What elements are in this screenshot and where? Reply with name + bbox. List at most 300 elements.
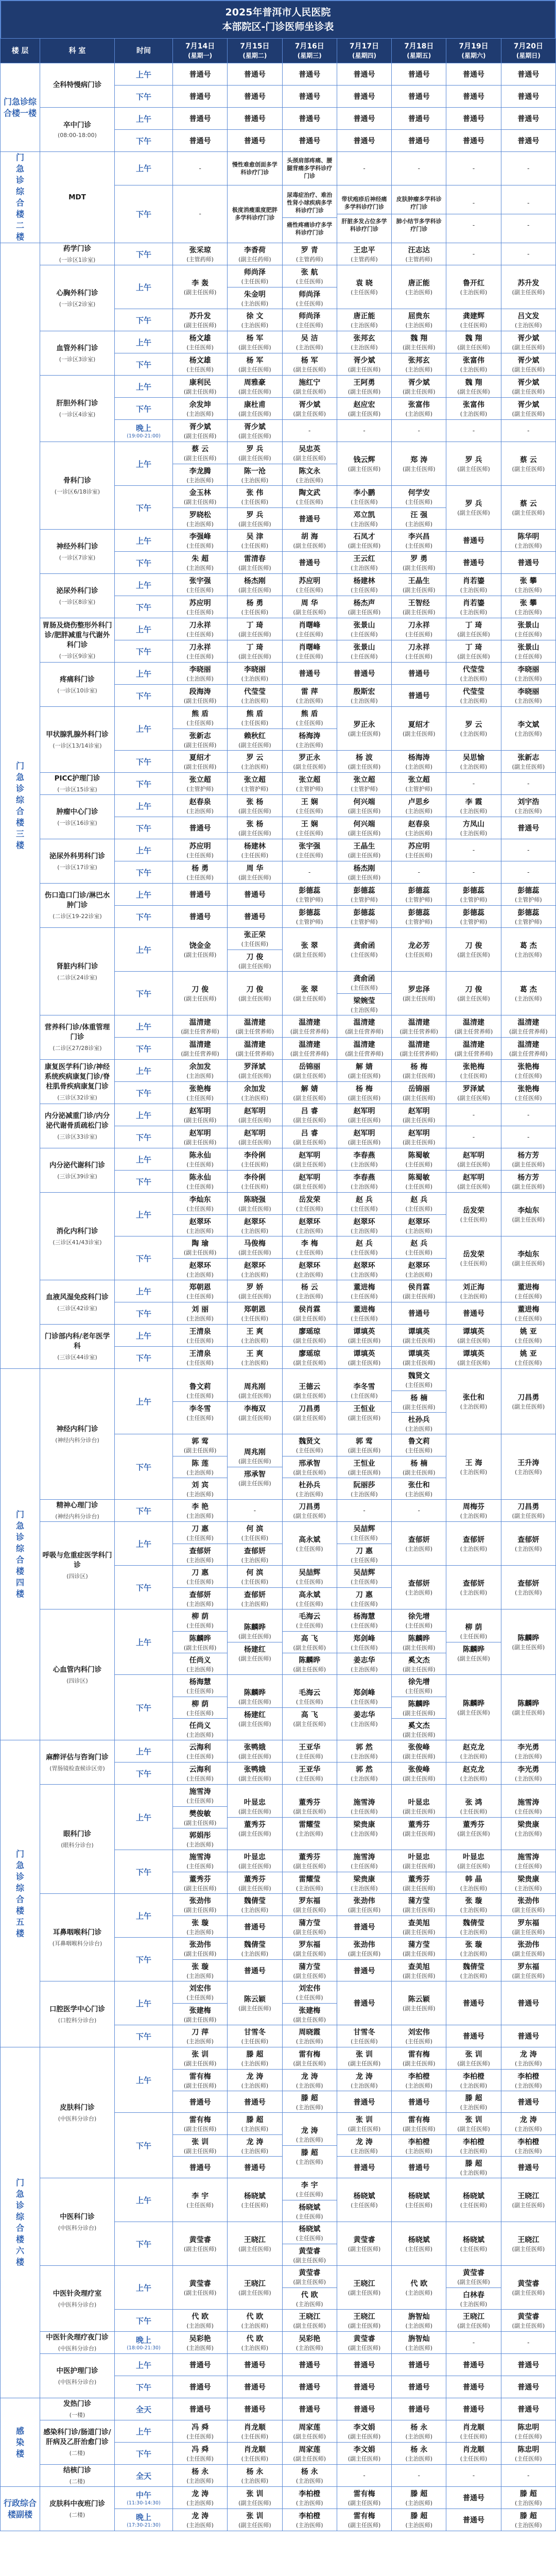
doctor-title: ( 主治医师 ): [515, 674, 542, 683]
cell-stack: [392, 596, 446, 618]
schedule-cell: [501, 1104, 555, 1126]
doctor-entry: [283, 1347, 337, 1368]
doctor-entry: [283, 982, 337, 1004]
period-label: 下午: [135, 1177, 151, 1187]
schedule-cell: [228, 574, 282, 596]
doctor-title: ( 主任医师 ): [405, 1182, 432, 1191]
doctor-name: 王恒业: [353, 1459, 375, 1468]
doctor-name: 夏绍才: [408, 721, 430, 729]
doctor-title: ( 副主任医师 ): [238, 1698, 271, 1706]
doctor-name: 温清建: [299, 1019, 321, 1027]
doctor-name: 白林春: [463, 2291, 485, 2299]
doctor-title: ( 主任医师 ): [186, 1687, 214, 1695]
mdt-clinic-name: 尿毒症治疗、难治性肾小球疾病多学科诊疗门诊: [287, 192, 333, 214]
doctor-entry: [337, 1302, 391, 1324]
period-label: 上午: [135, 1637, 151, 1647]
doctor-title: ( 副主任医师 ): [184, 454, 217, 462]
doctor-entry: [392, 1456, 446, 1478]
doctor-entry: [446, 331, 500, 353]
department-room: (眼科分诊台): [61, 1841, 94, 1849]
doctor-title: ( 副主任医师 ): [293, 454, 326, 462]
doctor-title: ( 主任医师 ): [351, 984, 378, 992]
doctor-title: ( 主治医师 ): [460, 1752, 488, 1760]
header-date: 7月15日: [240, 42, 270, 50]
regular-registration: [337, 2398, 391, 2420]
schedule-cell: [446, 884, 501, 906]
doctor-title: ( 主治医师 ): [186, 520, 214, 528]
doctor-name: 赵军明: [408, 1107, 430, 1115]
schedule-cell: [446, 2398, 501, 2420]
schedule-cell: [392, 1280, 446, 1302]
no-clinic-mark: -: [472, 2472, 475, 2479]
schedule-cell: [337, 442, 391, 486]
doctor-name: 张 训: [465, 2050, 482, 2059]
doctor-title: ( 主管护师 ): [405, 785, 432, 793]
doctor-name: 张立超: [189, 776, 211, 784]
doctor-entry: [173, 728, 227, 750]
cell-stack: [228, 420, 282, 442]
cell-stack: [392, 939, 446, 960]
doctor-entry: [337, 2069, 391, 2091]
cell-stack: [337, 2310, 391, 2331]
no-clinic-mark: -: [527, 199, 530, 207]
schedule-cell: [446, 1171, 501, 1193]
schedule-cell: [173, 2398, 228, 2420]
schedule-cell: [173, 2310, 228, 2332]
department-cell: [40, 1148, 115, 1193]
header-weekday: (星期五): [407, 52, 431, 59]
schedule-cell: [282, 2332, 337, 2354]
time-slot: [115, 1938, 173, 1981]
cell-stack: [446, 2189, 500, 2211]
doctor-entry: [392, 1916, 446, 1937]
doctor-title: ( 主治医师 ): [296, 2103, 323, 2111]
doctor-entry: [228, 331, 282, 353]
cell-stack: [228, 2420, 282, 2442]
mdt-clinic-name: 肝脏多发占位多学科诊疗门诊: [341, 217, 387, 232]
time-slot: [115, 574, 173, 596]
doctor-name: 魏倩莹: [463, 1962, 485, 1971]
department-name: 麻醉评估与咨询门诊: [46, 1753, 109, 1761]
doctor-entry: [446, 1391, 500, 1412]
doctor-entry: [392, 2189, 446, 2211]
cell-stack: [501, 1148, 555, 1170]
doctor-title: ( 主任医师 ): [405, 1160, 432, 1168]
cell-stack: [173, 398, 227, 419]
doctor-entry: [392, 1533, 446, 1554]
schedule-cell: [446, 1280, 501, 1302]
schedule-cell: [501, 663, 555, 685]
schedule-cell: [337, 1740, 391, 1762]
period-label: 上午: [135, 1747, 151, 1756]
doctor-entry: [173, 530, 227, 551]
doctor-entry: [446, 2069, 500, 2091]
doctor-name: 代 欧: [192, 2313, 209, 2321]
doctor-title: ( 主治医师 ): [186, 2477, 214, 2485]
schedule-cell: [228, 1325, 282, 1347]
regular-registration-label: 普通号: [189, 2361, 211, 2369]
cell-stack: [283, 1171, 337, 1192]
doctor-name: 李 艳: [192, 1503, 209, 1511]
doctor-name: 张 训: [356, 2050, 373, 2059]
schedule-cell: [173, 795, 228, 817]
cell-stack: [392, 1126, 446, 1148]
schedule-row: [1, 376, 556, 398]
doctor-name: 何学安: [408, 489, 430, 497]
period-label: 上午: [135, 2075, 151, 2085]
schedule-cell: [501, 2310, 555, 2332]
cell-stack: [446, 353, 500, 375]
cell-stack: [501, 453, 555, 474]
doctor-entry: [501, 1894, 555, 1916]
doctor-entry: [173, 1981, 227, 2003]
schedule-cell: [337, 817, 391, 839]
doctor-title: ( 副主任医师 ): [457, 652, 490, 660]
regular-registration: [283, 2354, 337, 2376]
schedule-cell: [173, 773, 228, 795]
doctor-title: ( 副主任医师 ): [348, 2499, 381, 2507]
schedule-cell: [501, 420, 555, 442]
header-date: 7月14日: [185, 42, 215, 50]
schedule-body: [1, 63, 556, 2531]
cell-stack: [283, 1533, 337, 1554]
cell-stack: [392, 2465, 446, 2486]
doctor-title: ( 副主任医师 ): [403, 1072, 436, 1080]
cell-stack: [173, 640, 227, 662]
schedule-cell: [337, 2047, 391, 2113]
doctor-entry: [392, 1347, 446, 1368]
doctor-name: 岳发荣: [299, 1196, 321, 1204]
schedule-cell: [228, 243, 282, 265]
doctor-entry: [283, 2178, 337, 2200]
doctor-entry: [392, 1015, 446, 1037]
doctor-title: ( 副主任营养师 ): [236, 1049, 274, 1058]
doctor-name: 王 爽: [246, 1350, 264, 1358]
doctor-entry: [228, 1872, 282, 1893]
doctor-entry: [501, 884, 555, 905]
cell-stack: [228, 2047, 282, 2112]
doctor-entry: [337, 1872, 391, 1893]
cell-stack: [392, 1533, 446, 1554]
regular-registration: [392, 2156, 446, 2178]
doctor-name: 滕 超: [519, 2512, 537, 2520]
doctor-title: ( 副主任医师 ): [184, 741, 217, 749]
doctor-title: ( 副主任医师 ): [238, 1479, 271, 1487]
doctor-entry: [392, 2487, 446, 2509]
no-clinic-mark: -: [472, 869, 475, 876]
doctor-entry: [173, 507, 227, 529]
doctor-title: ( 副主任医师 ): [348, 2059, 381, 2067]
doctor-title: ( 主治医师 ): [460, 1928, 488, 1936]
schedule-cell: [228, 1675, 282, 1740]
doctor-entry: [173, 1916, 227, 1937]
cell-stack: [173, 1325, 227, 1346]
cell-stack: [173, 2310, 227, 2331]
cell-stack: [446, 2354, 500, 2376]
doctor-entry: [392, 2277, 446, 2298]
doctor-title: ( 主任医师 ): [460, 321, 488, 329]
doctor-entry: [173, 1740, 227, 1762]
cell-stack: [228, 2310, 282, 2331]
cell-stack: [501, 574, 555, 596]
schedule-cell: [173, 1126, 228, 1148]
cell-stack: [283, 442, 337, 485]
doctor-entry: [392, 1126, 446, 1148]
doctor-title: ( 主治医师 ): [241, 1336, 269, 1345]
doctor-name: 张宇强: [299, 842, 321, 851]
cell-stack: [392, 718, 446, 739]
schedule-row: [1, 2178, 556, 2222]
doctor-name: 张劲伟: [189, 1941, 211, 1949]
cell-stack: [337, 795, 391, 817]
doctor-name: 苏应明: [408, 842, 430, 851]
doctor-title: ( 副主任医师 ): [403, 1731, 436, 1739]
cell-stack: [392, 1938, 446, 1981]
doctor-entry: [446, 243, 500, 265]
doctor-title: ( 主治医师 ): [241, 2081, 269, 2090]
cell-stack: [173, 1193, 227, 1236]
doctor-entry: [392, 552, 446, 573]
cell-stack: [337, 972, 391, 1015]
cell-stack: [173, 276, 227, 298]
schedule-cell: [501, 618, 555, 640]
doctor-entry: [228, 552, 282, 573]
doctor-entry: [446, 640, 500, 662]
doctor-title: ( 副主任医师 ): [403, 1829, 436, 1838]
department-cell: [40, 1369, 115, 1500]
schedule-cell: [392, 1850, 446, 1894]
department-room: (一诊区10诊室): [57, 687, 97, 694]
period-label: 上午: [135, 337, 151, 347]
doctor-entry: [283, 486, 337, 507]
doctor-name: 胥少斌: [299, 401, 321, 409]
doctor-name: 殷斯宏: [353, 688, 375, 696]
cell-stack: [173, 203, 227, 225]
doctor-entry: [392, 158, 446, 179]
schedule-cell: [337, 574, 391, 596]
period-label: 下午: [135, 92, 151, 101]
doctor-entry: [228, 1280, 282, 1302]
cell-stack: [392, 420, 446, 442]
doctor-entry: [173, 1060, 227, 1081]
doctor-title: ( 主治医师 ): [405, 2081, 432, 2090]
doctor-title: ( 主治医师 ): [351, 1720, 378, 1728]
schedule-cell: [446, 185, 501, 243]
no-clinic-mark: -: [527, 846, 530, 854]
doctor-entry: [283, 1380, 337, 1401]
doctor-entry: [228, 2113, 282, 2134]
cell-stack: [337, 1148, 391, 1170]
regular-registration: [173, 108, 227, 129]
doctor-name: 李龙腾: [189, 467, 211, 476]
doctor-entry: [446, 2465, 500, 2486]
cell-stack: [283, 243, 337, 265]
regular-registration: [283, 663, 337, 684]
time-slot: [115, 2047, 173, 2113]
period-label: 上午: [135, 845, 151, 855]
schedule-cell: [337, 2222, 391, 2266]
cell-stack: [173, 2113, 227, 2178]
regular-registration-label: 普通号: [408, 2361, 430, 2369]
regular-registration: [392, 685, 446, 706]
no-clinic-mark: -: [527, 2339, 530, 2346]
doctor-name: 罗 兵: [465, 500, 482, 508]
regular-registration-label: 普通号: [299, 559, 321, 567]
schedule-cell: [337, 1609, 391, 1675]
no-clinic-mark: -: [472, 221, 475, 229]
cell-stack: [501, 2047, 555, 2112]
doctor-name: 查郁妍: [408, 1580, 430, 1588]
doctor-name: 陈麟晔: [299, 1656, 321, 1665]
no-clinic-mark: -: [308, 427, 311, 434]
doctor-entry: [228, 1015, 282, 1037]
schedule-cell: [446, 2178, 501, 2222]
doctor-name: 王恒业: [353, 1404, 375, 1413]
schedule-cell: [392, 1082, 446, 1104]
floor-label: 门急诊综合楼二楼: [15, 152, 24, 242]
doctor-title: ( 副主任营养师 ): [181, 1027, 219, 1036]
doctor-entry: [501, 1533, 555, 1554]
schedule-cell: [446, 243, 501, 265]
doctor-name: 肖龙顺: [463, 2424, 485, 2432]
doctor-title: ( 副主任医师 ): [238, 1774, 271, 1783]
doctor-name: 魏倩莹: [463, 1919, 485, 1927]
doctor-title: ( 主治医师 ): [515, 994, 542, 1003]
doctor-entry: [501, 2487, 555, 2509]
schedule-cell: [446, 63, 501, 86]
schedule-cell: [337, 1171, 391, 1193]
doctor-entry: [337, 552, 391, 573]
schedule-cell: [392, 2509, 446, 2531]
doctor-title: ( 副主任医师 ): [348, 1138, 381, 1146]
regular-registration-label: 普通号: [189, 2405, 211, 2414]
schedule-cell: [501, 640, 555, 663]
doctor-name: 陈麟晔: [189, 1634, 211, 1643]
doctor-entry: [283, 1171, 337, 1192]
no-clinic-mark: -: [472, 846, 475, 854]
schedule-cell: [282, 1104, 337, 1126]
doctor-name: 樊俊敏: [189, 1809, 211, 1818]
doctor-entry: [283, 309, 337, 331]
doctor-name: 温清建: [299, 1041, 321, 1049]
doctor-entry: [392, 1171, 446, 1192]
schedule-cell: [228, 817, 282, 839]
schedule-cell: [446, 972, 501, 1015]
regular-registration-label: 普通号: [517, 2383, 540, 2392]
doctor-entry: [228, 2233, 282, 2255]
doctor-title: ( 副主任医师 ): [293, 1928, 326, 1936]
cell-stack: [228, 1280, 282, 1302]
doctor-entry: [501, 906, 555, 927]
doctor-title: ( 副主任医师 ): [512, 1972, 545, 1980]
doctor-title: ( 主治医师 ): [405, 2344, 432, 2352]
doctor-name: 岳发荣: [463, 1250, 485, 1259]
schedule-cell: [282, 1500, 337, 1522]
doctor-entry: [392, 331, 446, 353]
time-slot: [115, 1148, 173, 1171]
doctor-title: ( 主治医师 ): [351, 1182, 378, 1191]
department-cell: [40, 108, 115, 152]
doctor-title: ( 副主任医师 ): [293, 1665, 326, 1673]
doctor-entry: [337, 1686, 391, 1707]
schedule-cell: [282, 773, 337, 795]
cell-stack: [283, 2124, 337, 2167]
period-label: 上午: [135, 1066, 151, 1076]
doctor-entry: [446, 497, 500, 518]
doctor-title: ( 主治医师 ): [460, 1972, 488, 1980]
schedule-cell: [501, 596, 555, 618]
schedule-cell: [173, 1938, 228, 1981]
period-label: 下午: [135, 1462, 151, 1472]
cell-stack: [392, 861, 446, 883]
schedule-cell: [501, 773, 555, 795]
regular-registration-label: 普通号: [244, 115, 266, 123]
time-slot: [115, 618, 173, 640]
cell-stack: [446, 2113, 500, 2178]
cell-stack: [228, 1500, 282, 1521]
doctor-name: 陈文永: [299, 467, 321, 476]
department-name: 内分泌代谢科门诊: [49, 1161, 105, 1170]
period-label: 上午: [135, 70, 151, 79]
doctor-name: 李文斌: [517, 721, 540, 729]
cell-stack: [228, 1894, 282, 1937]
doctor-entry: [283, 1302, 337, 1324]
header-weekday: (星期四): [352, 52, 376, 59]
doctor-entry: [501, 398, 555, 419]
time-slot: [115, 2465, 173, 2487]
regular-registration-label: 普通号: [189, 71, 211, 79]
cell-stack: [283, 2509, 337, 2531]
doctor-entry: [337, 906, 391, 927]
department-cell: [40, 2487, 115, 2531]
cell-stack: [173, 1981, 227, 2025]
doctor-title: ( 主任医师 ): [296, 851, 323, 859]
schedule-cell: [228, 685, 282, 707]
regular-registration: [501, 1992, 555, 2014]
floor-cell: [1, 1740, 40, 2047]
cell-stack: [173, 130, 227, 151]
regular-registration: [501, 2398, 555, 2420]
doctor-title: ( 副主任医师 ): [238, 454, 271, 462]
schedule-cell: [228, 2443, 282, 2465]
cell-stack: [173, 1015, 227, 1037]
cell-stack: [446, 574, 500, 596]
regular-registration: [337, 63, 391, 85]
doctor-name: 吴喆辉: [299, 1569, 321, 1577]
time-slot: [115, 640, 173, 663]
doctor-title: ( 副主任医师 ): [348, 465, 381, 473]
cell-stack: [446, 1456, 500, 1478]
department-cell: [40, 928, 115, 1015]
cell-stack: [446, 1620, 500, 1664]
schedule-cell: [282, 2222, 337, 2266]
regular-registration-label: 普通号: [463, 115, 485, 123]
period-label: 下午: [135, 558, 151, 568]
cell-stack: [173, 2443, 227, 2464]
doctor-entry: [283, 464, 337, 485]
doctor-title: ( 副主任医师 ): [184, 498, 217, 506]
doctor-entry: [283, 1082, 337, 1104]
regular-registration: [501, 2376, 555, 2398]
time-slot: [115, 1434, 173, 1500]
doctor-entry: [501, 1247, 555, 1269]
department-name: 心胸外科门诊: [56, 289, 98, 297]
doctor-title: ( 主任医师 ): [296, 630, 323, 638]
cell-stack: [228, 398, 282, 419]
cell-stack: [337, 1609, 391, 1674]
schedule-cell: [392, 2465, 446, 2487]
doctor-entry: [392, 1850, 446, 1872]
